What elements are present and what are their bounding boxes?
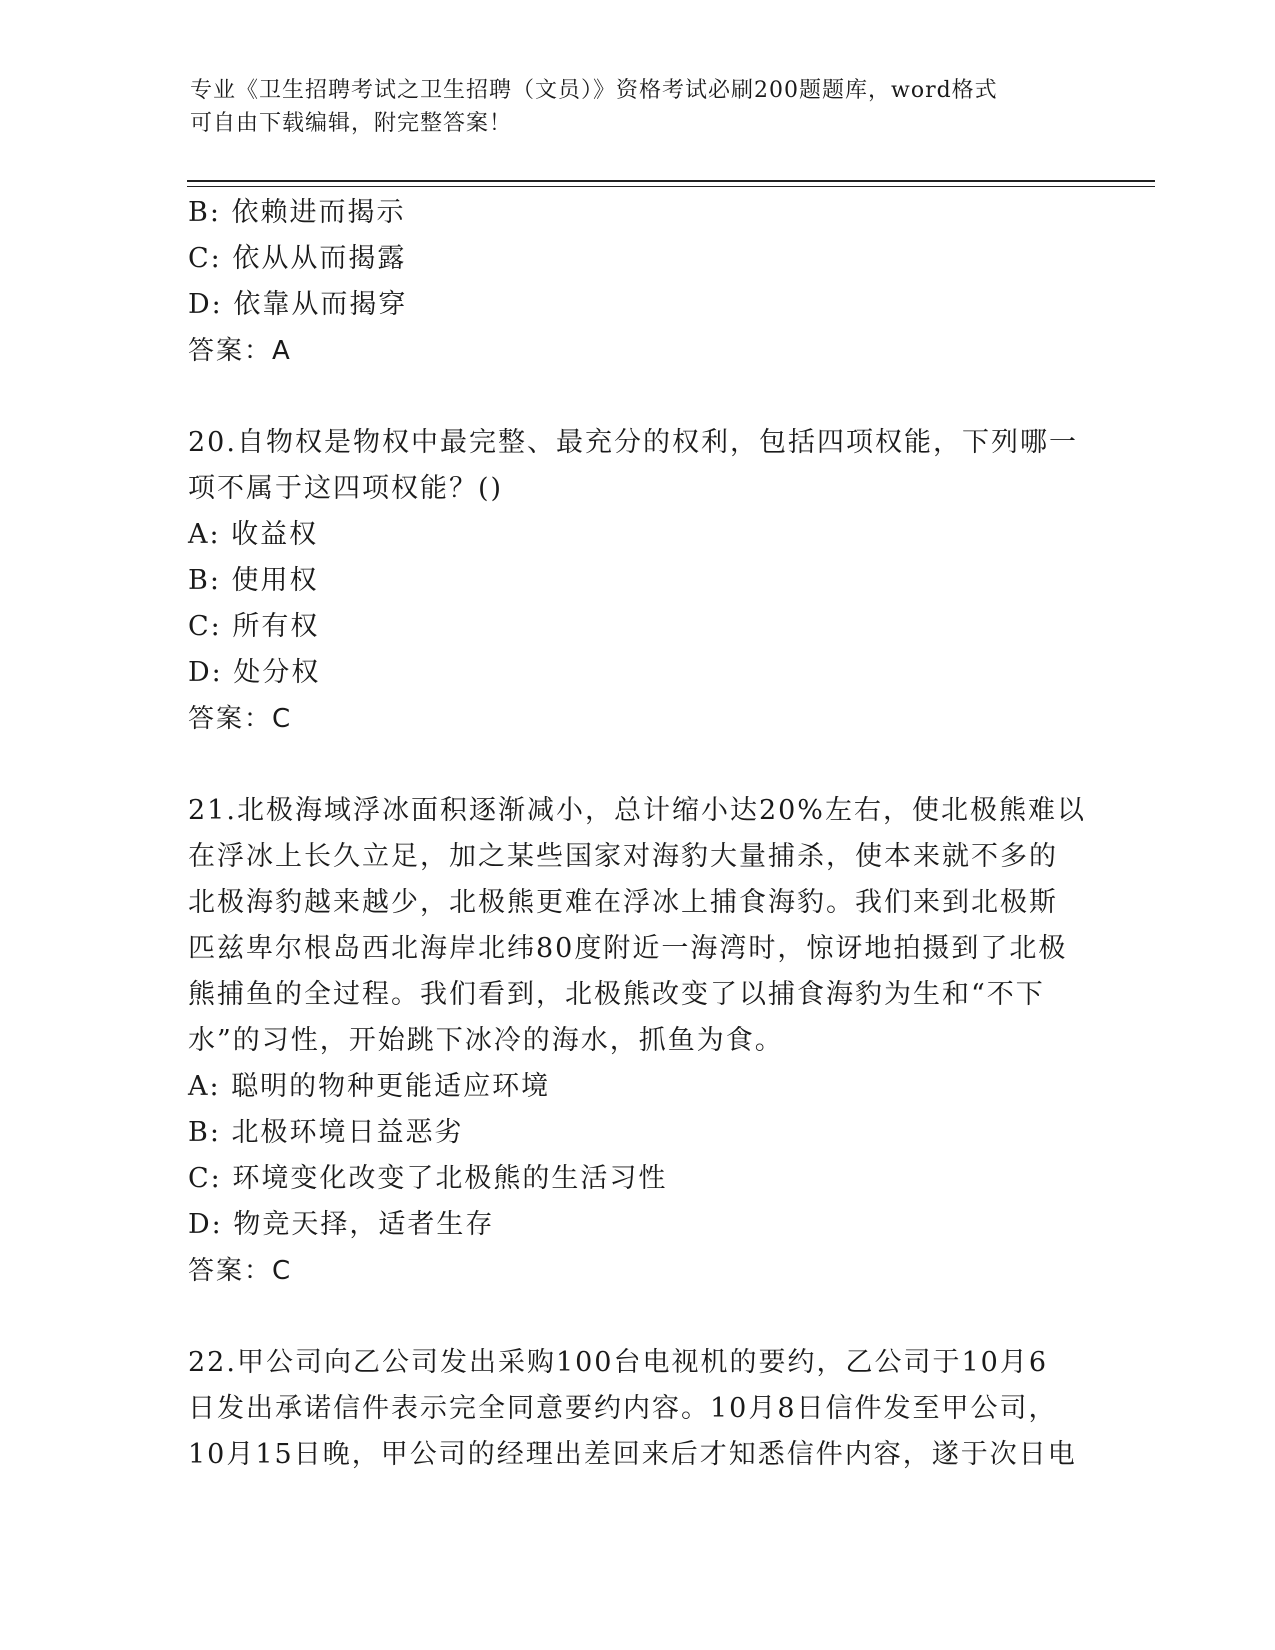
question-22 xyxy=(188,1340,1088,1478)
question-stem-line: 水”的习性，开始跳下冰冷的海水，抓鱼为食。 xyxy=(188,1025,784,1056)
option-b: B: 依赖进而揭示 xyxy=(188,197,406,228)
question-stem-line: 10月15日晚，甲公司的经理出差回来后才知悉信件内容，遂于次日电 xyxy=(188,1439,1077,1470)
header-rule-thick xyxy=(187,180,1155,182)
question-stem-line: 20.自物权是物权中最完整、最充分的权利，包括四项权能，下列哪一 xyxy=(188,427,1078,458)
question-stem-line: 项不属于这四项权能？() xyxy=(188,473,504,504)
answer: 答案：A xyxy=(188,336,292,366)
option-d: D: 依靠从而揭穿 xyxy=(188,289,408,320)
question-stem-line: 在浮冰上长久立足，加之某些国家对海豹大量捕杀，使本来就不多的 xyxy=(188,841,1058,872)
option-b: B: 北极环境日益恶劣 xyxy=(188,1117,464,1148)
question-19-tail xyxy=(188,190,1088,374)
option-d: D: 物竞天择，适者生存 xyxy=(188,1209,495,1240)
question-21 xyxy=(188,788,1088,1294)
question-stem-line: 熊捕鱼的全过程。我们看到，北极熊改变了以捕食海豹为生和“不下 xyxy=(188,979,1045,1010)
document-header xyxy=(190,74,1070,140)
question-stem-line: 21.北极海域浮冰面积逐渐减小，总计缩小达20%左右，使北极熊难以 xyxy=(188,795,1086,826)
answer: 答案：C xyxy=(188,704,293,734)
question-stem-line: 北极海豹越来越少，北极熊更难在浮冰上捕食海豹。我们来到北极斯 xyxy=(188,887,1058,918)
header-rule-thin xyxy=(187,186,1155,187)
option-c: C: 所有权 xyxy=(188,611,320,642)
document-body xyxy=(188,190,1088,1478)
answer: 答案：C xyxy=(188,1256,293,1286)
header-line-2: 可自由下载编辑，附完整答案！ xyxy=(190,111,513,136)
question-20 xyxy=(188,420,1088,742)
option-a: A: 聪明的物种更能适应环境 xyxy=(188,1071,551,1102)
question-stem-line: 日发出承诺信件表示完全同意要约内容。10月8日信件发至甲公司， xyxy=(188,1393,1058,1424)
option-a: A: 收益权 xyxy=(188,519,319,550)
option-c: C: 环境变化改变了北极熊的生活习性 xyxy=(188,1163,668,1194)
option-c: C: 依从从而揭露 xyxy=(188,243,407,274)
option-b: B: 使用权 xyxy=(188,565,319,596)
header-line-1: 专业《卫生招聘考试之卫生招聘（文员）》资格考试必刷200题题库，word格式 xyxy=(190,78,998,103)
option-d: D: 处分权 xyxy=(188,657,321,688)
question-stem-line: 匹兹卑尔根岛西北海岸北纬80度附近一海湾时，惊讶地拍摄到了北极 xyxy=(188,933,1068,964)
question-stem-line: 22.甲公司向乙公司发出采购100台电视机的要约，乙公司于10月6 xyxy=(188,1347,1049,1378)
